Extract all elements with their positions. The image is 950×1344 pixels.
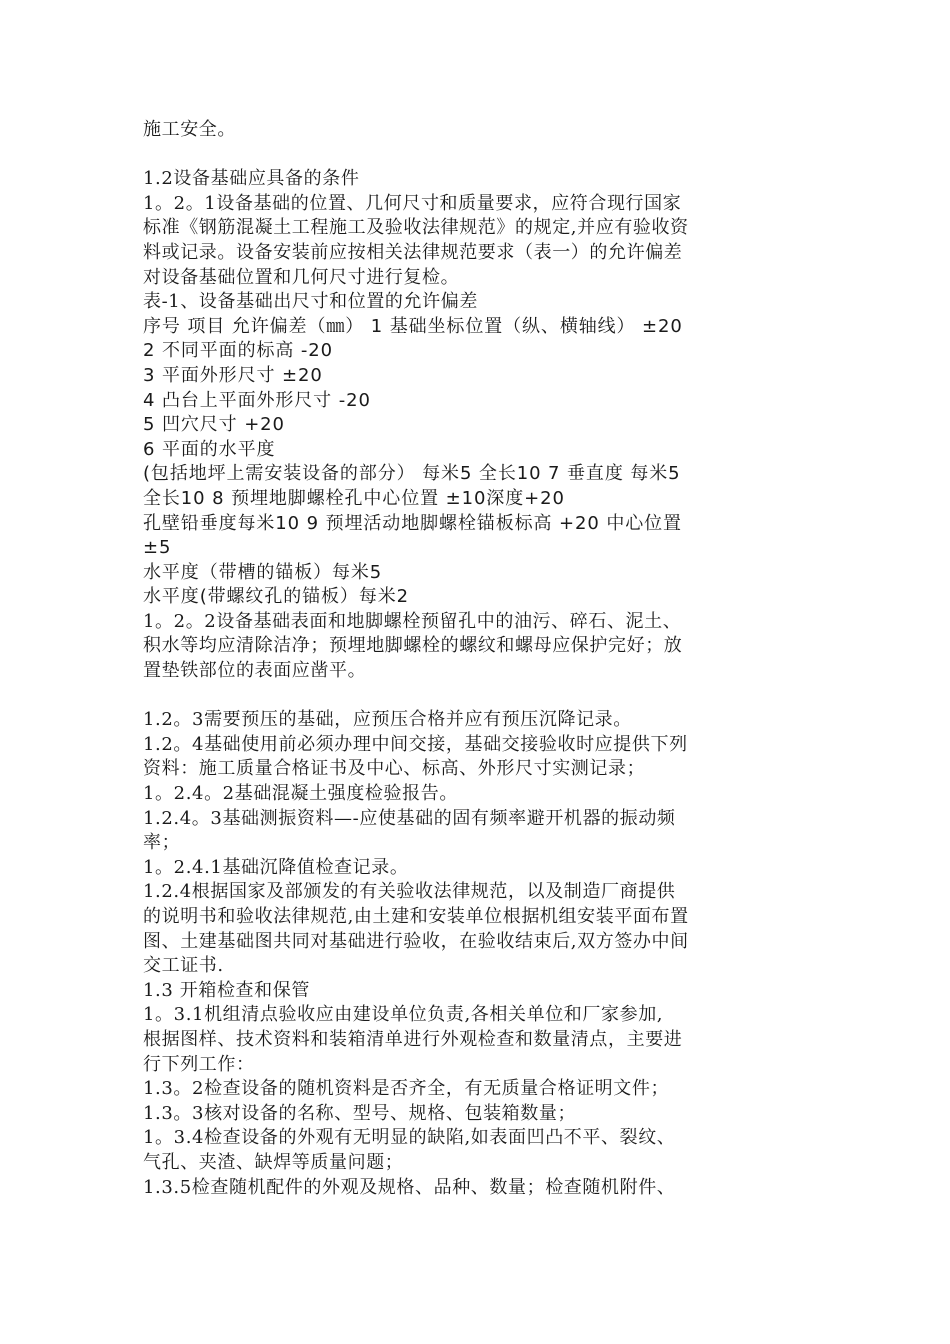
blank-line	[143, 684, 815, 709]
text-line: 对设备基础位置和几何尺寸进行复检。	[143, 266, 460, 288]
text-line: 图、土建基础图共同对基础进行验收，在验收结束后,双方签办中间	[143, 930, 689, 952]
table-text-line: 水平度(带螺纹孔的锚板）每米2	[143, 586, 409, 608]
text-line: 1。3.4检查设备的外观有无明显的缺陷,如表面凹凸不平、裂纹、	[143, 1127, 676, 1149]
blank-line	[143, 143, 815, 168]
table-caption: 表-1、设备基础出尺寸和位置的允许偏差	[143, 291, 478, 313]
document-body	[143, 118, 815, 1200]
text-line: 1.3。3核对设备的名称、型号、规格、包装箱数量；	[143, 1102, 577, 1124]
table-text-line: 4 凸台上平面外形尺寸 -20	[143, 389, 371, 411]
text-line: 交工证书.	[143, 955, 224, 977]
section-heading: 1.2设备基础应具备的条件	[143, 168, 360, 190]
table-text-line: 6 平面的水平度	[143, 438, 276, 460]
text-line: 1。2。1设备基础的位置、几何尺寸和质量要求，应符合现行国家	[143, 192, 682, 214]
text-line: 1。2.4.1基础沉降值检查记录。	[143, 856, 409, 878]
section-heading: 1.3 开箱检查和保管	[143, 979, 310, 1001]
text-line: 1.3.5检查随机配件的外观及规格、品种、数量；检查随机附件、	[143, 1176, 676, 1198]
text-line: 1.2.4根据国家及部颁发的有关验收法律规范，以及制造厂商提供	[143, 881, 676, 903]
table-text-line: (包括地坪上需安装设备的部分） 每米5 全长10 7 垂直度 每米5	[143, 463, 681, 485]
text-line: 资料：施工质量合格证书及中心、标高、外形尺寸实测记录；	[143, 758, 646, 780]
table-text-line: ±5	[143, 537, 172, 559]
table-text-line: 序号 项目 允许偏差（㎜） 1 基础坐标位置（纵、横轴线） ±20	[143, 315, 683, 337]
text-line: 1。2。2设备基础表面和地脚螺栓预留孔中的油污、碎石、泥土、	[143, 610, 682, 632]
text-line: 料或记录。设备安装前应按相关法律规范要求（表一）的允许偏差	[143, 241, 683, 263]
text-line: 积水等均应清除洁净；预埋地脚螺栓的螺纹和螺母应保护完好；放	[143, 635, 683, 657]
table-text-line: 3 平面外形尺寸 ±20	[143, 364, 323, 386]
text-line: 1.2。3需要预压的基础，应预压合格并应有预压沉降记录。	[143, 709, 632, 731]
table-text-line: 水平度（带槽的锚板）每米5	[143, 561, 383, 583]
table-text-line: 全长10 8 预埋地脚螺栓孔中心位置 ±10深度+20	[143, 487, 565, 509]
table-text-line: 2 不同平面的标高 -20	[143, 340, 333, 362]
table-text-line: 孔壁铅垂度每米10 9 预埋活动地脚螺栓锚板标高 +20 中心位置	[143, 512, 682, 534]
text-line: 施工安全。	[143, 119, 236, 140]
text-line: 1。3.1机组清点验收应由建设单位负责,各相关单位和厂家参加,	[143, 1004, 664, 1026]
text-line: 根据图样、技术资料和装箱清单进行外观检查和数量清点，主要进	[143, 1028, 683, 1050]
text-line: 1.2.4。3基础测振资料—-应使基础的固有频率避开机器的振动频	[143, 807, 676, 829]
text-line: 气孔、夹渣、缺焊等质量问题；	[143, 1151, 404, 1173]
text-line: 1.3。2检查设备的随机资料是否齐全，有无质量合格证明文件；	[143, 1078, 670, 1100]
text-line: 率；	[143, 832, 181, 854]
text-line: 1.2。4基础使用前必须办理中间交接，基础交接验收时应提供下列	[143, 733, 688, 755]
text-line: 标准《钢筋混凝土工程施工及验收法律规范》的规定,并应有验收资	[143, 217, 689, 239]
text-line: 1。2.4。2基础混凝土强度检验报告。	[143, 783, 458, 805]
text-line: 的说明书和验收法律规范,由土建和安装单位根据机组安装平面布置	[143, 906, 689, 927]
table-text-line: 5 凹穴尺寸 +20	[143, 414, 285, 436]
text-line: 置垫铁部位的表面应凿平。	[143, 660, 367, 682]
text-line: 行下列工作：	[143, 1053, 255, 1075]
